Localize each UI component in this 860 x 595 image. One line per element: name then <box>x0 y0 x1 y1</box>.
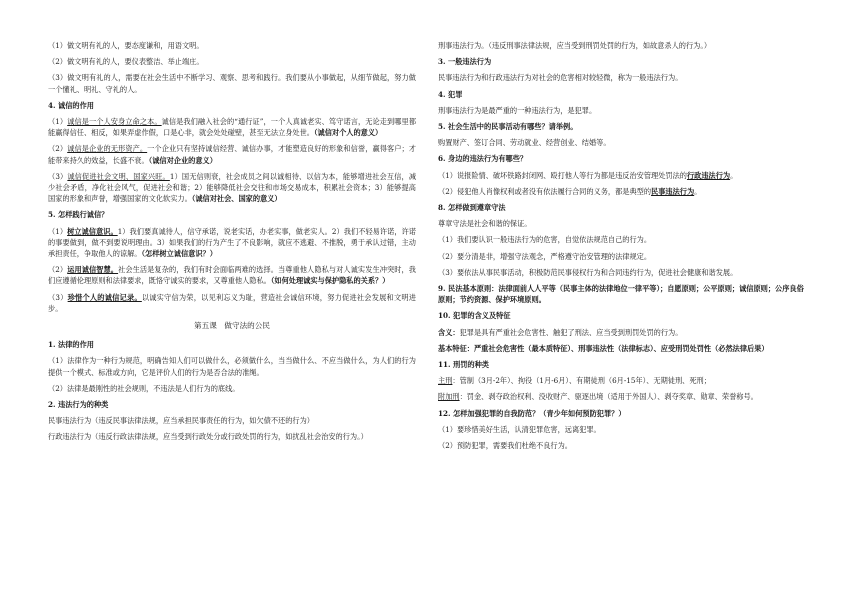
section-heading: 4. 诚信的作用 <box>48 100 94 110</box>
paragraph <box>438 327 810 338</box>
body-text: 1）我们要真诚待人，信守承诺，说老实话，办老实事，做老实人。2）我们不轻易许诺，许诺的事要做到，做不到要说明理由。3）如果我们的行为产生了不良影响，就应不逃避、不推脱，勇于承认过错，主动承担责任，争取他人的谅解。 <box>48 226 416 259</box>
paragraph: （2）做文明有礼的人，要仪表整洁、举止端庄。 <box>48 57 204 67</box>
section-heading: 2. 违法行为的种类 <box>48 400 109 410</box>
paragraph: （1）要珍惜美好生活，认清犯罪危害，远离犯罪。 <box>438 424 601 434</box>
item-number: （2） <box>48 144 68 154</box>
bold-underlined-phrase: 行政违法行为 <box>686 170 731 180</box>
item-number: （2） <box>48 265 68 275</box>
item-number: （3） <box>48 171 68 181</box>
paragraph: 刑事违法行为。（违反刑事法律法规，应当受到刑罚处罚的行为，如故意杀人的行为。） <box>438 41 712 50</box>
underlined-phrase: 诚信是一个人安身立命之本。 <box>67 117 162 127</box>
paragraph <box>48 143 416 165</box>
paragraph: （3）要依法从事民事活动，积极防范民事侵权行为和合同违约行为，促进社会健康和谐发展。 <box>438 267 738 277</box>
bold-note: （诚信对社会、国家的意义） <box>191 194 282 204</box>
section-heading: 11. 刑罚的种类 <box>438 360 489 370</box>
body-text: ：罚金、剥夺政治权利、没收财产、驱逐出境（适用于外国人）、剥夺奖章、勋章、荣誉称号。 <box>459 392 758 402</box>
paragraph <box>438 391 810 402</box>
bold-underlined-phrase: 珍惜个人的诚信记录。 <box>67 292 142 302</box>
paragraph: 购置财产、签订合同、劳动就业、经营创业、结婚等。 <box>438 138 611 148</box>
paragraph: （1）法律作为一种行为规范，明确告知人们可以做什么，必须做什么，当当做什么、不应当做什么，为人们的行为提供一个模式、标准或方向，它是评价人们的行为是否合法的准绳。 <box>48 356 416 377</box>
section-heading: 9. 民法基本原则：法律面前人人平等（民事主体的法律地位一律平等）；自愿原则；公平原则；诚信原则；公序良俗原则；节约资源、保护环境原则。 <box>438 284 804 305</box>
bold-note: （怎样树立诚信意识？） <box>141 249 217 259</box>
underlined-phrase: 诚信促进社会文明、国家兴旺。 <box>67 171 170 181</box>
underlined-label: 附加刑 <box>438 392 460 402</box>
body-text: （2）侵犯他人肖像权利或者没有依法履行合同的义务，都是典型的 <box>438 186 652 196</box>
body-text: 诚信是我们融入社会的“通行证”，一个人真诚老实、笃守诺言，无论走到哪里都能赢得信任、相反，如果弄虚作假，口是心非，就会处处碰壁，甚至无法立身处世。 <box>48 117 417 138</box>
paragraph: （1）做文明有礼的人，要态度谦和，用语文明。 <box>48 41 204 50</box>
bold-note: （诚信对企业的意义） <box>148 155 217 165</box>
paragraph <box>438 375 810 386</box>
lesson-title: 第五课 做守法的公民 <box>194 321 270 331</box>
paragraph: （2）法律是最刚性的社会规则，不违法是人们行为的底线。 <box>48 383 240 393</box>
paragraph <box>48 116 416 138</box>
body-text: ：管制（3月-2年）、拘役（1月-6月）、有期徒刑（6月-15年）、无期徒刑、死刑； <box>452 376 711 386</box>
paragraph <box>48 226 416 260</box>
section-heading: 10. 犯罪的含义及特征 <box>438 311 511 321</box>
paragraph: （2）要分清是非，增强守法观念，严格遵守治安管理的法律规定。 <box>438 251 652 261</box>
body-text: 一个企业只有坚持诚信经营、诚信办事，才能塑造良好的形象和信誉，赢得客户；才能带来持久的效益，长盛不衰。 <box>48 144 416 165</box>
underlined-label: 主刑 <box>438 376 453 386</box>
body-text: 以诚实守信为荣，以见利忘义为耻，营造社会诚信环境，努力促进社会发展和文明进步。 <box>48 292 416 313</box>
paragraph: 刑事违法行为是最严重的一种违法行为，是犯罪。 <box>438 105 597 115</box>
bold-note: （诚信对个人的意义） <box>313 128 383 138</box>
paragraph: 尊章守法是社会和谐的保证。 <box>438 219 532 229</box>
punctuation: 。 <box>694 186 702 196</box>
body-text: 1）国无信则衰，社会成员之间以诚相待、以信为本，能够增进社会互信，减少社会矛盾，净化社会风气，促进社会和谐；2）能够降低社会交往和市场交易成本，积累社会资本；3）能够提高国家的形象和声誉，增强国家的文化软实力。 <box>48 171 417 204</box>
paragraph: （3）做文明有礼的人，需要在社会生活中不断学习、观察、思考和践行。我们要从小事做起，从细节做起，努力做一个懂礼、明礼、守礼的人。 <box>48 73 416 94</box>
paragraph: （1）我们要认识一般违法行为的危害，自觉依法规范自己的行为。 <box>438 235 652 245</box>
body-text: 犯罪是具有严重社会危害性、触犯了刑法、应当受到刑罚处罚的行为。 <box>459 327 683 337</box>
paragraph <box>438 186 810 197</box>
paragraph <box>48 264 416 286</box>
section-heading: 1. 法律的作用 <box>48 340 94 350</box>
item-number: （3） <box>48 292 68 302</box>
item-number: （1） <box>48 226 68 236</box>
section-heading: 3. 一般违法行为 <box>438 57 492 67</box>
punctuation: 。 <box>730 170 738 180</box>
body-text: 社会生活是复杂的，我们有时会面临两难的选择。当尊重他人隐私与对人诚实发生冲突时，我们应遵循伦理原则和法律要求，既恪守诚实的要求，又尊重他人隐私。 <box>48 265 416 286</box>
paragraph <box>438 170 810 181</box>
left-column <box>48 40 416 448</box>
paragraph <box>48 171 416 205</box>
section-heading: 4. 犯罪 <box>438 89 463 99</box>
paragraph: （2）预防犯罪，需要我们杜绝不良行为。 <box>438 441 572 451</box>
bold-note: （如何处理诚实与保护隐私的关系？） <box>270 276 390 286</box>
body-text: （1）说报险情、破坏铁路封闭网、殴打他人等行为都是违反治安管理处罚法的 <box>438 170 687 180</box>
section-heading: 5. 怎样践行诚信？ <box>48 210 109 220</box>
bold-label: 含义： <box>438 327 460 337</box>
section-heading: 6. 身边的违法行为有哪些？ <box>438 154 528 164</box>
bold-underlined-phrase: 民事违法行为 <box>651 186 695 196</box>
underlined-phrase: 诚信是企业的无形资产。 <box>67 144 148 154</box>
bold-underlined-phrase: 树立诚信意识。 <box>67 226 118 236</box>
paragraph: 民事违法行为和行政违法行为对社会的危害相对较轻微，称为一般违法行为。 <box>438 73 683 83</box>
section-heading: 8. 怎样做到遵章守法 <box>438 203 506 213</box>
bold-underlined-phrase: 运用诚信智慧。 <box>67 265 119 275</box>
section-heading: 12. 怎样加强犯罪的自我防范？（青少年如何预防犯罪？） <box>438 408 626 418</box>
item-number: （1） <box>48 117 68 127</box>
right-column <box>438 40 810 456</box>
paragraph <box>48 292 416 314</box>
paragraph: 民事违法行为（违反民事法律法规，应当承担民事责任的行为，如欠债不还的行为） <box>48 416 314 426</box>
section-heading: 5. 社会生活中的民事活动有哪些？请举例。 <box>438 122 578 132</box>
section-heading: 基本特征：严重社会危害性（最本质特征）、刑事违法性（法律标志）、应受刑罚处罚性（必然法律后果） <box>438 343 769 353</box>
paragraph: 行政违法行为（违反行政法律法规，应当受到行政处分或行政处罚的行为，如扰乱社会治安的行为。） <box>48 432 368 442</box>
